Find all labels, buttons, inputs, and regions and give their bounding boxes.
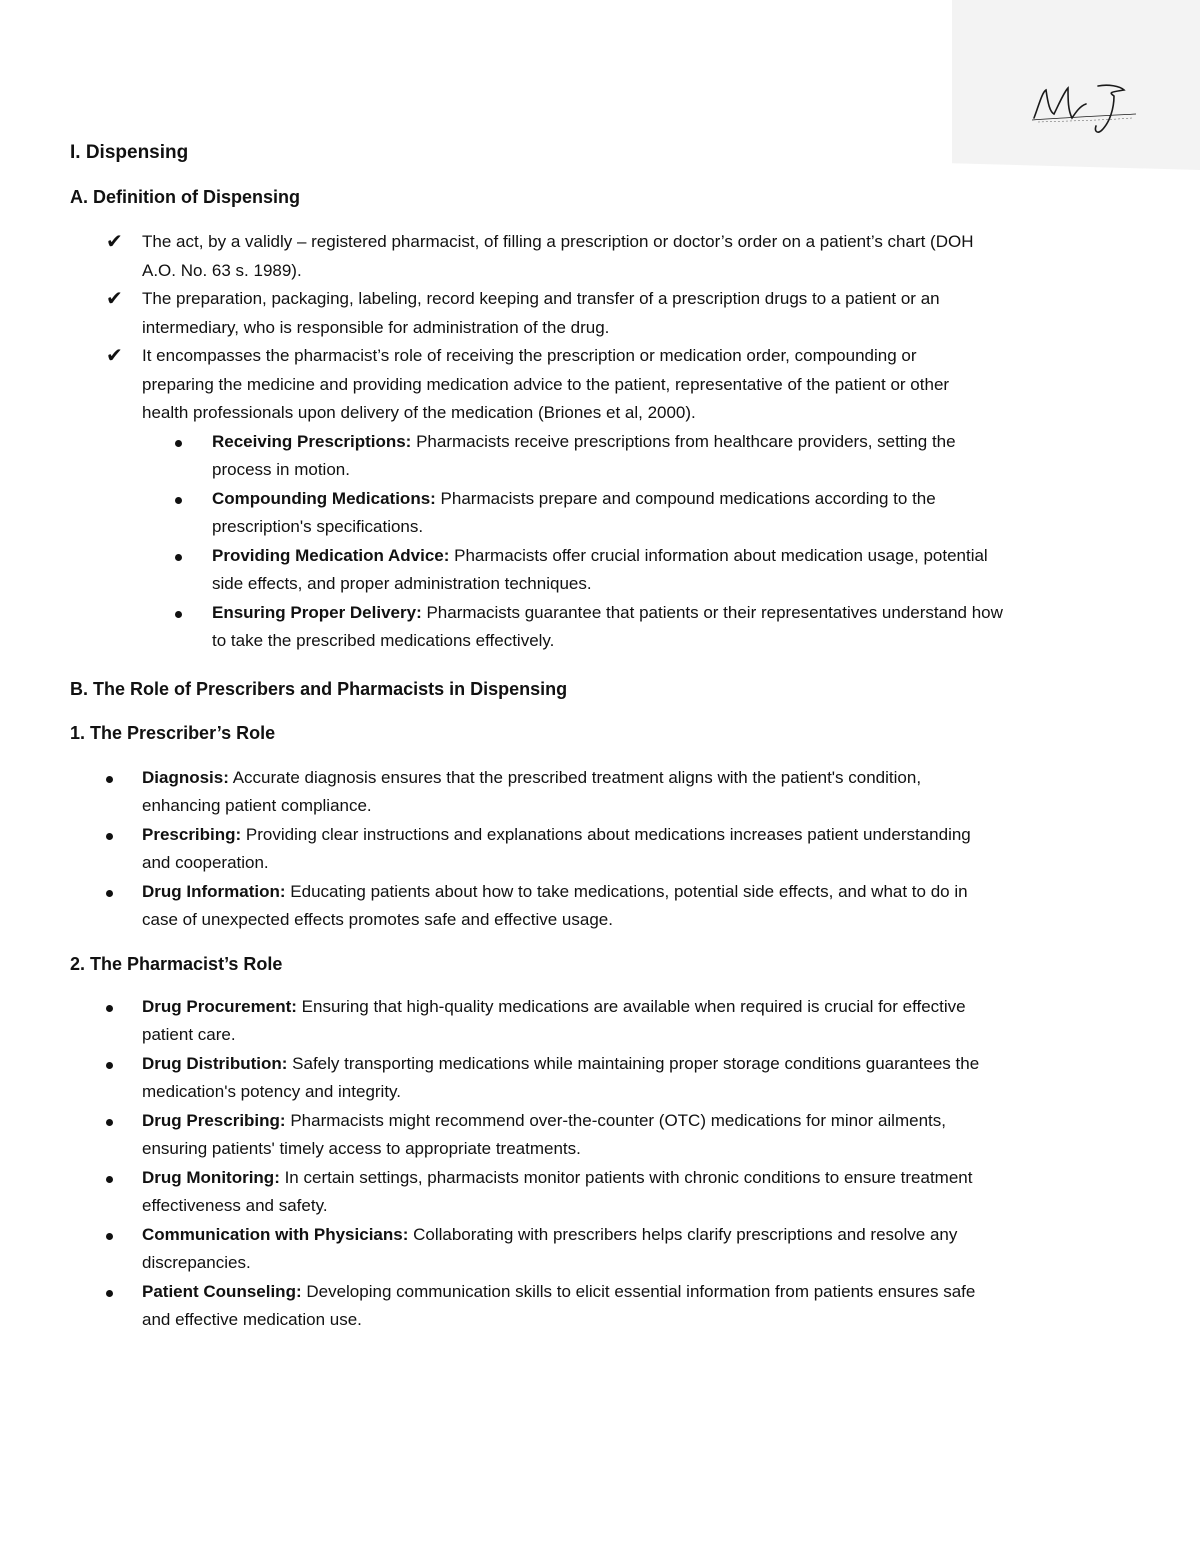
bullet-icon (106, 1005, 113, 1012)
prescriber-heading: 1. The Prescriber’s Role (70, 722, 276, 743)
list-item: Drug Information: Educating patients about how to take medications, potential side effects, and what to do in case of unexpected effects promotes safe and effective usage. (142, 878, 1130, 935)
list-item: Diagnosis: Accurate diagnosis ensures that the prescribed treatment aligns with the patient's condition, enhancing patient compliance. (142, 764, 1130, 821)
bullet-icon (106, 776, 113, 783)
bullet-icon (106, 833, 113, 840)
prescriber-role-list (70, 764, 1130, 935)
pharmacist-heading: 2. The Pharmacist’s Role (70, 953, 283, 974)
bullet-icon (175, 611, 182, 618)
list-item: Drug Distribution: Safely transporting medications while maintaining proper storage conditions guarantees the medication's potency and integrity. (142, 1050, 1130, 1107)
list-item: Drug Procurement: Ensuring that high-quality medications are available when required is crucial for effective patient care. (142, 993, 1130, 1050)
bullet-icon (106, 1233, 113, 1240)
dispensing-steps-list (70, 428, 1130, 656)
definition-item: ✔ It encompasses the pharmacist’s role of receiving the prescription or medication order, compounding or preparing the medicine and providing medication advice to the patient, representative of the patient or other health professionals upon delivery of the medication (Briones et al, 2000). (106, 343, 950, 422)
list-item: Providing Medication Advice: Pharmacists offer crucial information about medication usage, potential side effects, and proper administration techniques. (212, 542, 1130, 599)
section-b-heading: B. The Role of Prescribers and Pharmacists in Dispensing (70, 678, 568, 699)
definition-item: ✔ The preparation, packaging, labeling, record keeping and transfer of a prescription drugs to a patient or an intermediary, who is responsible for administration of the drug. (106, 286, 940, 337)
bullet-icon (175, 497, 182, 504)
list-item: Drug Prescribing: Pharmacists might recommend over-the-counter (OTC) medications for minor ailments, ensuring patients' timely access to appropriate treatments. (142, 1107, 1130, 1164)
checkmark-icon: ✔ (106, 286, 123, 310)
section-title: I. Dispensing (70, 142, 189, 163)
checkmark-icon: ✔ (106, 343, 123, 367)
bullet-icon (175, 440, 182, 447)
bullet-icon (106, 1290, 113, 1297)
definition-list (70, 228, 1130, 428)
list-item: Receiving Prescriptions: Pharmacists receive prescriptions from healthcare providers, setting the process in motion. (212, 428, 1130, 485)
section-a-heading: A. Definition of Dispensing (70, 187, 300, 207)
definition-item: ✔ The act, by a validly – registered pharmacist, of filling a prescription or doctor’s order on a patient’s chart (DOH A.O. No. 63 s. 1989). (106, 229, 974, 280)
signature-logo (1028, 78, 1140, 144)
bullet-icon (106, 1176, 113, 1183)
bullet-icon (106, 890, 113, 897)
list-item: Drug Monitoring: In certain settings, pharmacists monitor patients with chronic conditions to ensure treatment effectiveness and safety. (142, 1164, 1130, 1221)
document-body (70, 136, 1130, 1335)
list-item: Communication with Physicians: Collaborating with prescribers helps clarify prescriptions and resolve any discrepancies. (142, 1221, 1130, 1278)
bullet-icon (106, 1119, 113, 1126)
pharmacist-role-list (70, 993, 1130, 1335)
list-item: Compounding Medications: Pharmacists prepare and compound medications according to the prescription's specifications. (212, 485, 1130, 542)
list-item: Ensuring Proper Delivery: Pharmacists guarantee that patients or their representatives understand how to take the prescribed medications effectively. (212, 599, 1130, 656)
bullet-icon (106, 1062, 113, 1069)
list-item: Prescribing: Providing clear instructions and explanations about medications increases patient understanding and cooperation. (142, 821, 1130, 878)
list-item: Patient Counseling: Developing communication skills to elicit essential information from patients ensures safe and effective medication use. (142, 1278, 1130, 1335)
checkmark-icon: ✔ (106, 229, 123, 253)
bullet-icon (175, 554, 182, 561)
